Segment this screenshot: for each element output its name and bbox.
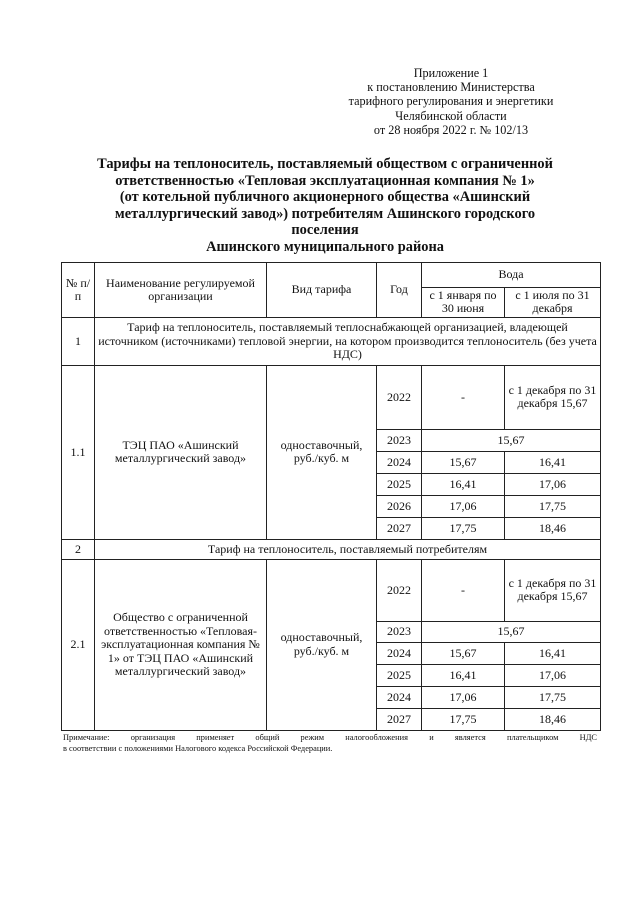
row-num: 1.1 xyxy=(62,365,95,539)
header-year: Год xyxy=(377,263,422,318)
year-cell: 2022 xyxy=(377,365,422,429)
appendix-number: Приложение 1 xyxy=(413,66,489,80)
year-cell: 2024 xyxy=(377,451,422,473)
value-period-1: 15,67 xyxy=(422,451,505,473)
appendix-ref-line: Челябинской области xyxy=(395,108,507,123)
value-period-2: с 1 декабря по 31 декабря 15,67 xyxy=(505,365,601,429)
title-line: ответственностью «Тепловая эксплуатационная компания № 1» xyxy=(115,172,535,189)
header-org: Наименование регулируемой организации xyxy=(95,263,267,318)
section-num: 2 xyxy=(62,539,95,559)
header-period-2: с 1 июля по 31 декабря xyxy=(505,288,601,318)
section-row xyxy=(62,317,601,365)
org-name: ТЭЦ ПАО «Ашинский металлургический завод» xyxy=(95,365,267,539)
year-cell: 2022 xyxy=(377,559,422,621)
value-period-2: 17,75 xyxy=(505,495,601,517)
footnote xyxy=(63,733,597,754)
year-cell: 2025 xyxy=(377,473,422,495)
org-name: Общество с ограниченной ответственностью «Тепловая-эксплуатационная компания № 1» от ТЭЦ ПАО «Ашинский металлургический завод» xyxy=(95,559,267,730)
section-row xyxy=(62,539,601,559)
section-text: Тариф на теплоноситель, поставляемый теплоснабжающей организацией, владеющей источником (источниками) тепловой энергии, на котором производится теплоноситель (без учета НДС) xyxy=(95,317,601,365)
value-full-year: 15,67 xyxy=(422,429,601,451)
value-period-2: 16,41 xyxy=(505,451,601,473)
value-period-1: 17,75 xyxy=(422,517,505,539)
tariff-type: одноставочный, руб./куб. м xyxy=(267,559,377,730)
appendix-date: от 28 ноября 2022 г. № 102/13 xyxy=(373,122,529,137)
tariff-type: одноставочный, руб./куб. м xyxy=(267,365,377,539)
table-row xyxy=(62,365,601,429)
year-cell: 2027 xyxy=(377,517,422,539)
value-period-2: 18,46 xyxy=(505,517,601,539)
value-period-2: 17,06 xyxy=(505,473,601,495)
tariff-table xyxy=(61,262,601,731)
header-period-1: с 1 января по 30 июня xyxy=(422,288,505,318)
value-period-1: 15,67 xyxy=(422,642,505,664)
year-cell: 2024 xyxy=(377,686,422,708)
table-row xyxy=(62,559,601,621)
year-cell: 2027 xyxy=(377,708,422,730)
row-num: 2.1 xyxy=(62,559,95,730)
header-num: № п/п xyxy=(62,263,95,318)
document-title xyxy=(80,156,570,256)
header-water: Вода xyxy=(422,263,601,288)
footnote-line: Примечание: организация применяет общий режим налогообложения и является плательщиком НДС xyxy=(63,733,597,742)
value-full-year: 15,67 xyxy=(422,621,601,642)
value-period-2: 16,41 xyxy=(505,642,601,664)
value-period-2: с 1 декабря по 31 декабря 15,67 xyxy=(505,559,601,621)
title-line: (от котельной публичного акционерного общества «Ашинский xyxy=(119,189,531,206)
value-period-2: 17,75 xyxy=(505,686,601,708)
year-cell: 2023 xyxy=(377,621,422,642)
title-line: Тарифы на теплоноситель, поставляемый обществом с ограниченной xyxy=(97,156,553,172)
header-tariff-type: Вид тарифа xyxy=(267,263,377,318)
value-period-1: 17,06 xyxy=(422,495,505,517)
value-period-1: - xyxy=(422,559,505,621)
appendix-ref-line: к постановлению Министерства xyxy=(367,80,535,95)
title-line: Ашинского муниципального района xyxy=(206,238,444,255)
year-cell: 2025 xyxy=(377,664,422,686)
section-num: 1 xyxy=(62,317,95,365)
value-period-1: 17,75 xyxy=(422,708,505,730)
footnote-line: в соответствии с положениями Налогового кодекса Российской Федерации. xyxy=(63,743,333,753)
value-period-1: 16,41 xyxy=(422,473,505,495)
year-cell: 2023 xyxy=(377,429,422,451)
value-period-2: 17,06 xyxy=(505,664,601,686)
section-text: Тариф на теплоноситель, поставляемый потребителям xyxy=(95,539,601,559)
value-period-2: 18,46 xyxy=(505,708,601,730)
appendix-ref-line: тарифного регулирования и энергетики xyxy=(348,94,554,109)
title-line: металлургический завод») потребителям Ашинского городского поселения xyxy=(114,205,536,239)
value-period-1: - xyxy=(422,365,505,429)
appendix-header xyxy=(336,66,566,137)
header-row xyxy=(62,263,601,288)
value-period-1: 17,06 xyxy=(422,686,505,708)
year-cell: 2024 xyxy=(377,642,422,664)
year-cell: 2026 xyxy=(377,495,422,517)
value-period-1: 16,41 xyxy=(422,664,505,686)
